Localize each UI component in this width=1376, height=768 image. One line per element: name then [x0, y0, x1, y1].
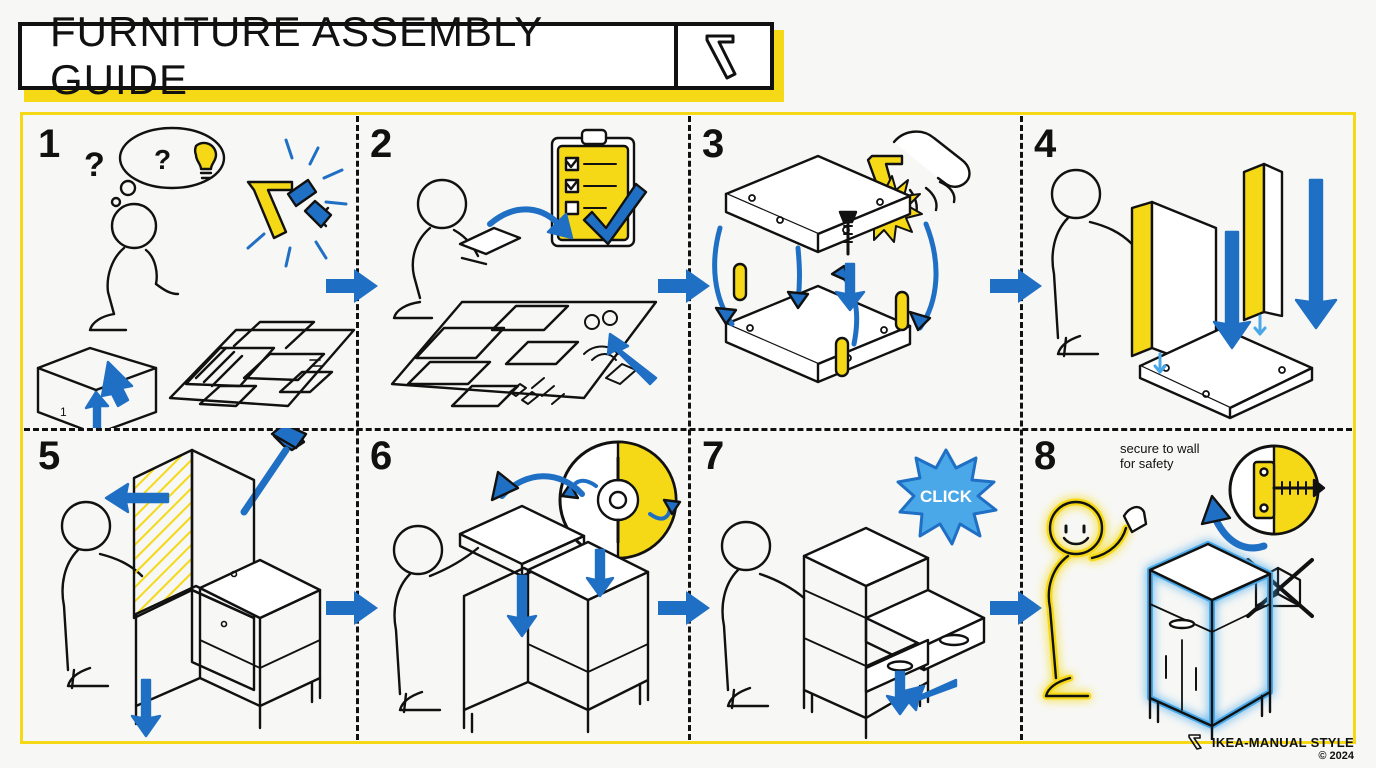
wall-safety-note-line2: for safety [1120, 455, 1174, 471]
title-bar [18, 8, 778, 103]
title-tool-cell [674, 26, 770, 86]
step-4 [1020, 116, 1352, 428]
wall-safety-note-line1: secure to wall [1120, 441, 1200, 456]
step-number: 2 [370, 122, 393, 166]
svg-text:?: ? [154, 144, 172, 175]
allen-key-icon [1186, 732, 1208, 750]
step-number: 8 [1034, 434, 1057, 478]
page-title: FURNITURE ASSEMBLY GUIDE [50, 8, 543, 103]
step-8-illustration [1020, 428, 1352, 740]
step-6 [356, 428, 688, 740]
step-6-illustration [356, 428, 688, 740]
click-callout: CLICK [920, 487, 972, 506]
step-number: 4 [1034, 122, 1057, 166]
title-box [18, 8, 774, 103]
step-7 [688, 428, 1020, 740]
step-2 [356, 116, 688, 428]
step-8 [1020, 428, 1352, 740]
step-5 [24, 428, 356, 740]
step-number: 6 [370, 434, 393, 478]
step-number: 7 [702, 434, 725, 478]
svg-text:1: 1 [60, 405, 67, 419]
step-4-illustration [1020, 116, 1352, 428]
step-number: 5 [38, 434, 61, 478]
footer-copyright: © 2024 [1318, 750, 1354, 762]
svg-text:?: ? [84, 146, 105, 184]
step-3 [688, 116, 1020, 428]
step-number: 3 [702, 122, 725, 166]
step-3-illustration [688, 116, 1020, 428]
step-2-illustration [356, 116, 688, 428]
step-number: 1 [38, 122, 61, 166]
steps-grid [24, 116, 1352, 740]
footer-brand: IKEA-MANUAL STYLE [1211, 735, 1354, 750]
step-1 [24, 116, 356, 428]
step-7-illustration [688, 428, 1020, 740]
footer [1186, 732, 1354, 762]
allen-key-icon [693, 28, 755, 84]
step-1-illustration [24, 116, 356, 428]
step-5-illustration [24, 428, 356, 740]
